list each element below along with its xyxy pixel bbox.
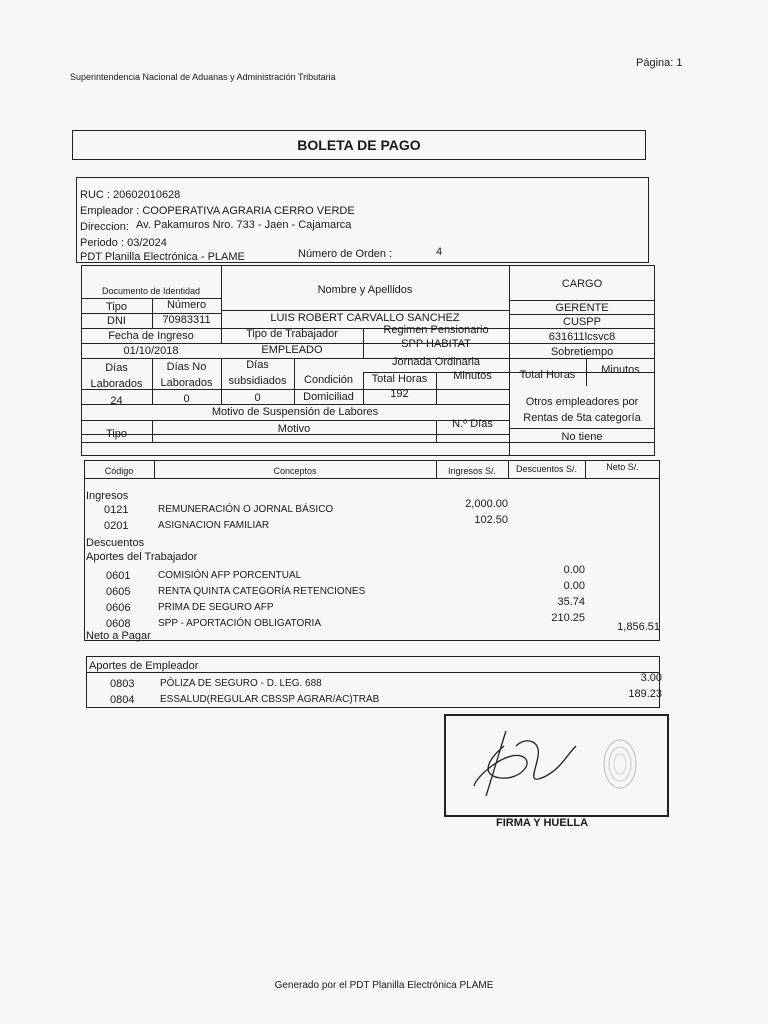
days-not-worked-label-2: Laborados [160, 377, 213, 389]
doc-type: DNI [107, 315, 126, 327]
income-row-name: REMUNERACIÓN O JORNAL BÁSICO [158, 504, 334, 515]
total-hours-label: Total Horas [371, 373, 428, 385]
contribution-row-amount: 0.00 [563, 564, 585, 576]
signature-box [444, 714, 669, 817]
contribution-row-amount: 0.00 [563, 580, 585, 592]
contribution-row-code: 0601 [106, 570, 131, 582]
period: Periodo : 03/2024 [80, 237, 167, 249]
ruc: RUC : 20602010628 [80, 189, 181, 201]
income-row-name: ASIGNACION FAMILIAR [158, 520, 270, 531]
income-row-amount: 102.50 [474, 514, 508, 526]
deductions-header: Descuentos S/. [515, 464, 578, 474]
order-number: 4 [436, 246, 443, 258]
days-subsidized-label-1: Días [246, 359, 269, 371]
employer-contribution-row-code: 0804 [110, 694, 135, 706]
employer-contribution-row-name: ESSALUD(REGULAR CBSSP AGRAR/AC)TRAB [160, 694, 380, 705]
cargo-label: CARGO [561, 278, 603, 290]
net-pay-label: Neto a Pagar [86, 630, 151, 642]
contribution-row-name: COMISIÓN AFP PORCENTUAL [158, 570, 302, 581]
overtime-hours-label: Total Horas [519, 369, 576, 381]
signature-scribble-icon [446, 716, 667, 815]
other-employers-label-2: Rentas de 5ta categoría [523, 412, 641, 424]
worker-contributions-section: Aportes del Trabajador [86, 551, 198, 563]
condition: Domiciliad [303, 391, 354, 403]
doc-number: 70983311 [162, 314, 211, 326]
doc-type-label: Tipo [106, 301, 127, 313]
employer-contribution-row-amount: 189.23 [628, 688, 662, 700]
days-subsidized-label-2: subsidiados [228, 375, 287, 387]
cuspp: 631611lcsvc8 [548, 331, 616, 343]
suspension-reason-label: Motivo [277, 423, 311, 435]
net-pay-amount: 1,856.51 [617, 621, 660, 633]
address-label: Direccion: [80, 221, 129, 233]
ordinary-hours-label: Jornada Ordinaria [391, 356, 481, 368]
income-section: Ingresos [86, 490, 129, 502]
pdt-label: PDT Planilla Electrónica - PLAME [80, 251, 245, 263]
contribution-row-amount: 35.74 [557, 596, 585, 608]
page-number: Página: 1 [636, 57, 683, 69]
other-employers-label-1: Otros empleadores por [525, 396, 639, 408]
net-header: Neto S/. [606, 462, 639, 472]
contribution-row-code: 0608 [106, 618, 131, 630]
contribution-row-name: PRIMA DE SEGURO AFP [158, 602, 274, 613]
minutes-label: Minutos [453, 370, 492, 382]
total-hours: 192 [390, 388, 409, 400]
hire-date: 01/10/2018 [123, 345, 179, 357]
contribution-row-code: 0605 [106, 586, 131, 598]
income-row-code: 0201 [104, 520, 129, 532]
order-label: Número de Orden : [298, 248, 393, 260]
employer-contribution-row-amount: 3.00 [640, 672, 662, 684]
agency-name: Superintendencia Nacional de Aduanas y Administración Tributaria [70, 72, 336, 82]
doc-number-label: Número [166, 299, 207, 311]
doc-id-header: Documento de Identidad [101, 286, 201, 296]
cuspp-label: CUSPP [563, 316, 601, 328]
days-worked-label-1: Días [105, 362, 128, 374]
suspension-type-label: Tipo [106, 428, 127, 440]
employer-name: Empleador : COOPERATIVA AGRARIA CERRO VERDE [80, 205, 355, 217]
contribution-row-code: 0606 [106, 602, 131, 614]
worker-name: LUIS ROBERT CARVALLO SANCHEZ [270, 312, 460, 324]
income-row-code: 0121 [104, 504, 129, 516]
suspension-days-label: N.º Días [452, 418, 493, 430]
employer-contributions-section: Aportes de Empleador [89, 660, 199, 672]
signature-label: FIRMA Y HUELLA [496, 817, 589, 829]
overtime-minutes-label: Minutos [601, 364, 640, 376]
pension-regime: SPP HABITAT [401, 338, 471, 350]
employer-contribution-row-code: 0803 [110, 678, 135, 690]
pension-label: Regimen Pensionario [383, 324, 489, 336]
document-title: BOLETA DE PAGO [297, 137, 421, 153]
days-not-worked-label-1: Días No [166, 361, 207, 373]
days-worked: 24 [110, 395, 123, 407]
suspension-label: Motivo de Suspensión de Labores [211, 406, 379, 418]
hire-date-label: Fecha de Ingreso [108, 330, 194, 342]
address: Av. Pakamuros Nro. 733 - Jaen - Cajamarca [136, 219, 352, 231]
code-header: Código [104, 466, 134, 476]
concepts-header: Conceptos [273, 466, 317, 476]
other-employers-value: No tiene [561, 431, 603, 443]
name-label: Nombre y Apellidos [317, 284, 413, 296]
days-subsidized: 0 [254, 392, 261, 404]
overtime-label: Sobretiempo [550, 346, 614, 358]
deductions-section: Descuentos [86, 537, 145, 549]
employer-contribution-row-name: PÓLIZA DE SEGURO - D. LEG. 688 [160, 678, 322, 689]
contribution-row-name: SPP - APORTACIÓN OBLIGATORIA [158, 618, 322, 629]
income-row-amount: 2,000.00 [465, 498, 508, 510]
cargo: GERENTE [555, 302, 609, 314]
worker-type: EMPLEADO [261, 344, 323, 356]
footer-generated: Generado por el PDT Planilla Electrónica PLAME [274, 980, 494, 991]
contribution-row-amount: 210.25 [551, 612, 585, 624]
contribution-row-name: RENTA QUINTA CATEGORÍA RETENCIONES [158, 586, 366, 597]
days-worked-label-2: Laborados [90, 378, 143, 390]
income-header: Ingresos S/. [447, 466, 497, 476]
condition-label: Condición [304, 374, 353, 386]
days-not-worked: 0 [183, 393, 190, 405]
worker-type-label: Tipo de Trabajador [246, 328, 338, 340]
